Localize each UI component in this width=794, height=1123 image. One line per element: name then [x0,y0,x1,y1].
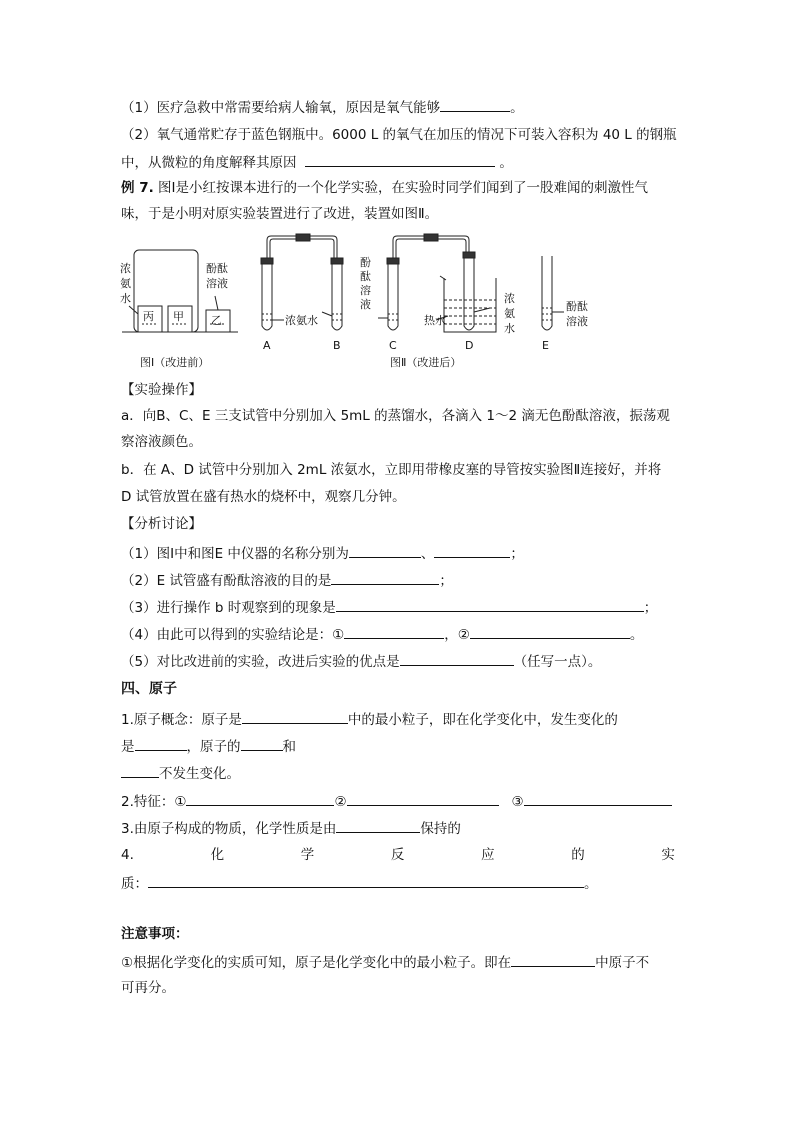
answer-blank[interactable] [344,624,444,639]
svg-text:溶液: 溶液 [206,277,228,290]
label-hot-water: 热水 [424,314,446,327]
atom-substance: 3.由原子构成的物质，化学性质是由 保持的 [121,818,461,838]
svg-text:酞: 酞 [360,270,371,283]
answer-blank[interactable] [242,709,348,724]
notes-heading: 注意事项： [121,926,189,942]
svg-text:酚酞: 酚酞 [566,300,588,313]
ops-heading: 【实验操作】 [121,382,202,398]
tube-label-b: B [333,339,341,352]
answer-blank[interactable] [470,624,630,639]
answer-blank[interactable] [148,873,584,888]
tube-e [542,256,552,330]
answer-blank[interactable] [347,791,499,806]
tube-label-a: A [263,339,271,352]
tube-label-d: D [465,339,474,352]
fig2-label-ammonia-a: 浓氨水 [285,314,318,327]
discussion-5: （5）对比改进前的实验，改进后实验的优点是 （任写一点）。 [121,651,601,671]
svg-text:氨: 氨 [120,277,131,290]
svg-text:水: 水 [504,322,515,335]
stopper-d [463,252,475,258]
answer-blank[interactable] [305,152,495,167]
ops-a-line-1: a．向B、C、E 三支试管中分别加入 5mL 的蒸馏水，各滴入 1～2 滴无色酚酞溶液，振荡观 [121,408,670,424]
discussion-heading: 【分析讨论】 [121,516,202,532]
atom-concept-line-2: 是 ，原子的 和 [121,736,296,756]
label-jia: 甲 [173,310,184,323]
question-2-line-2: 中，从微粒的角度解释其原因 。 [121,152,513,172]
example-7-line-1: 例 7. 图Ⅰ是小红按课本进行的一个化学实验，在实验时同学们闻到了一股难闻的刺激性气 [121,180,649,196]
answer-blank[interactable] [121,763,159,778]
answer-blank[interactable] [336,818,420,833]
answer-blank[interactable] [186,791,334,806]
example-label: 例 7. [121,180,154,196]
section-4-heading: 四、原子 [121,681,177,697]
svg-text:酚: 酚 [360,256,371,269]
chemical-reaction-essence-line-2: 质： 。 [121,873,598,893]
stopper-c [387,258,399,264]
question-2-line-1: （2）氧气通常贮存于蓝色钢瓶中。6000 L 的氧气在加压的情况下可装入容积为 40 L 的钢瓶 [121,127,677,143]
answer-blank[interactable] [524,791,672,806]
ops-a-line-2: 察溶液颜色。 [121,434,202,450]
fig1-caption: 图Ⅰ（改进前） [140,356,210,369]
atom-concept-line-3: 不发生变化。 [121,763,240,783]
atom-features: 2.特征：① ② ③ [121,791,672,811]
svg-text:溶液: 溶液 [566,315,588,328]
discussion-1: （1）图Ⅰ中和图E 中仪器的名称分别为 、 ； [121,543,524,563]
chemical-reaction-essence-line-1: 4. 化 学 反 应 的 实 [121,847,675,863]
svg-text:氨: 氨 [504,307,515,320]
answer-blank[interactable] [440,97,510,112]
stopper-a [261,258,273,264]
answer-blank[interactable] [331,570,439,585]
discussion-4: （4）由此可以得到的实验结论是：① ，② 。 [121,624,643,644]
tube-label-e: E [542,339,549,352]
svg-text:溶: 溶 [360,284,371,297]
label-yi: 乙 [211,314,222,327]
question-1: （1）医疗急救中常需要给病人输氧，原因是氧气能够 。 [121,97,524,117]
answer-blank[interactable] [434,543,510,558]
experiment-figure [118,228,608,378]
answer-blank[interactable] [336,597,644,612]
tube-d [464,258,474,330]
answer-blank[interactable] [241,736,283,751]
label-bing: 丙 [143,310,154,323]
discussion-3: （3）进行操作 b 时观察到的现象是 ； [121,597,657,617]
answer-blank[interactable] [511,952,595,967]
svg-text:水: 水 [120,292,131,305]
example-7-line-2: 味，于是小明对原实验装置进行了改进，装置如图Ⅱ。 [121,206,439,222]
tube-label-c: C [389,339,397,352]
note-1-line-1: ①根据化学变化的实质可知，原子是化学变化中的最小粒子。即在 中原子不 [121,952,649,972]
discussion-2: （2）E 试管盛有酚酞溶液的目的是 ； [121,570,453,590]
answer-blank[interactable] [349,543,421,558]
answer-blank[interactable] [135,736,187,751]
answer-blank[interactable] [400,651,514,666]
stopper-b [331,258,343,264]
fig1-label-ammonia: 浓 [120,262,131,275]
svg-text:液: 液 [360,298,371,311]
ops-b-line-2: D 试管放置在盛有热水的烧杯中，观察几分钟。 [121,489,406,505]
atom-concept-line-1: 1.原子概念：原子是 中的最小粒子，即在化学变化中，发生变化的 [121,709,618,729]
fig1-label-phenol: 酚酞 [206,262,228,275]
fig2-caption: 图Ⅱ（改进后） [390,356,462,369]
ops-b-line-1: b．在 A、D 试管中分别加入 2mL 浓氨水，立即用带橡皮塞的导管按实验图Ⅱ连接好，并将 [121,462,662,478]
note-1-line-2: 可再分。 [121,980,175,996]
svg-text:浓: 浓 [504,292,515,305]
